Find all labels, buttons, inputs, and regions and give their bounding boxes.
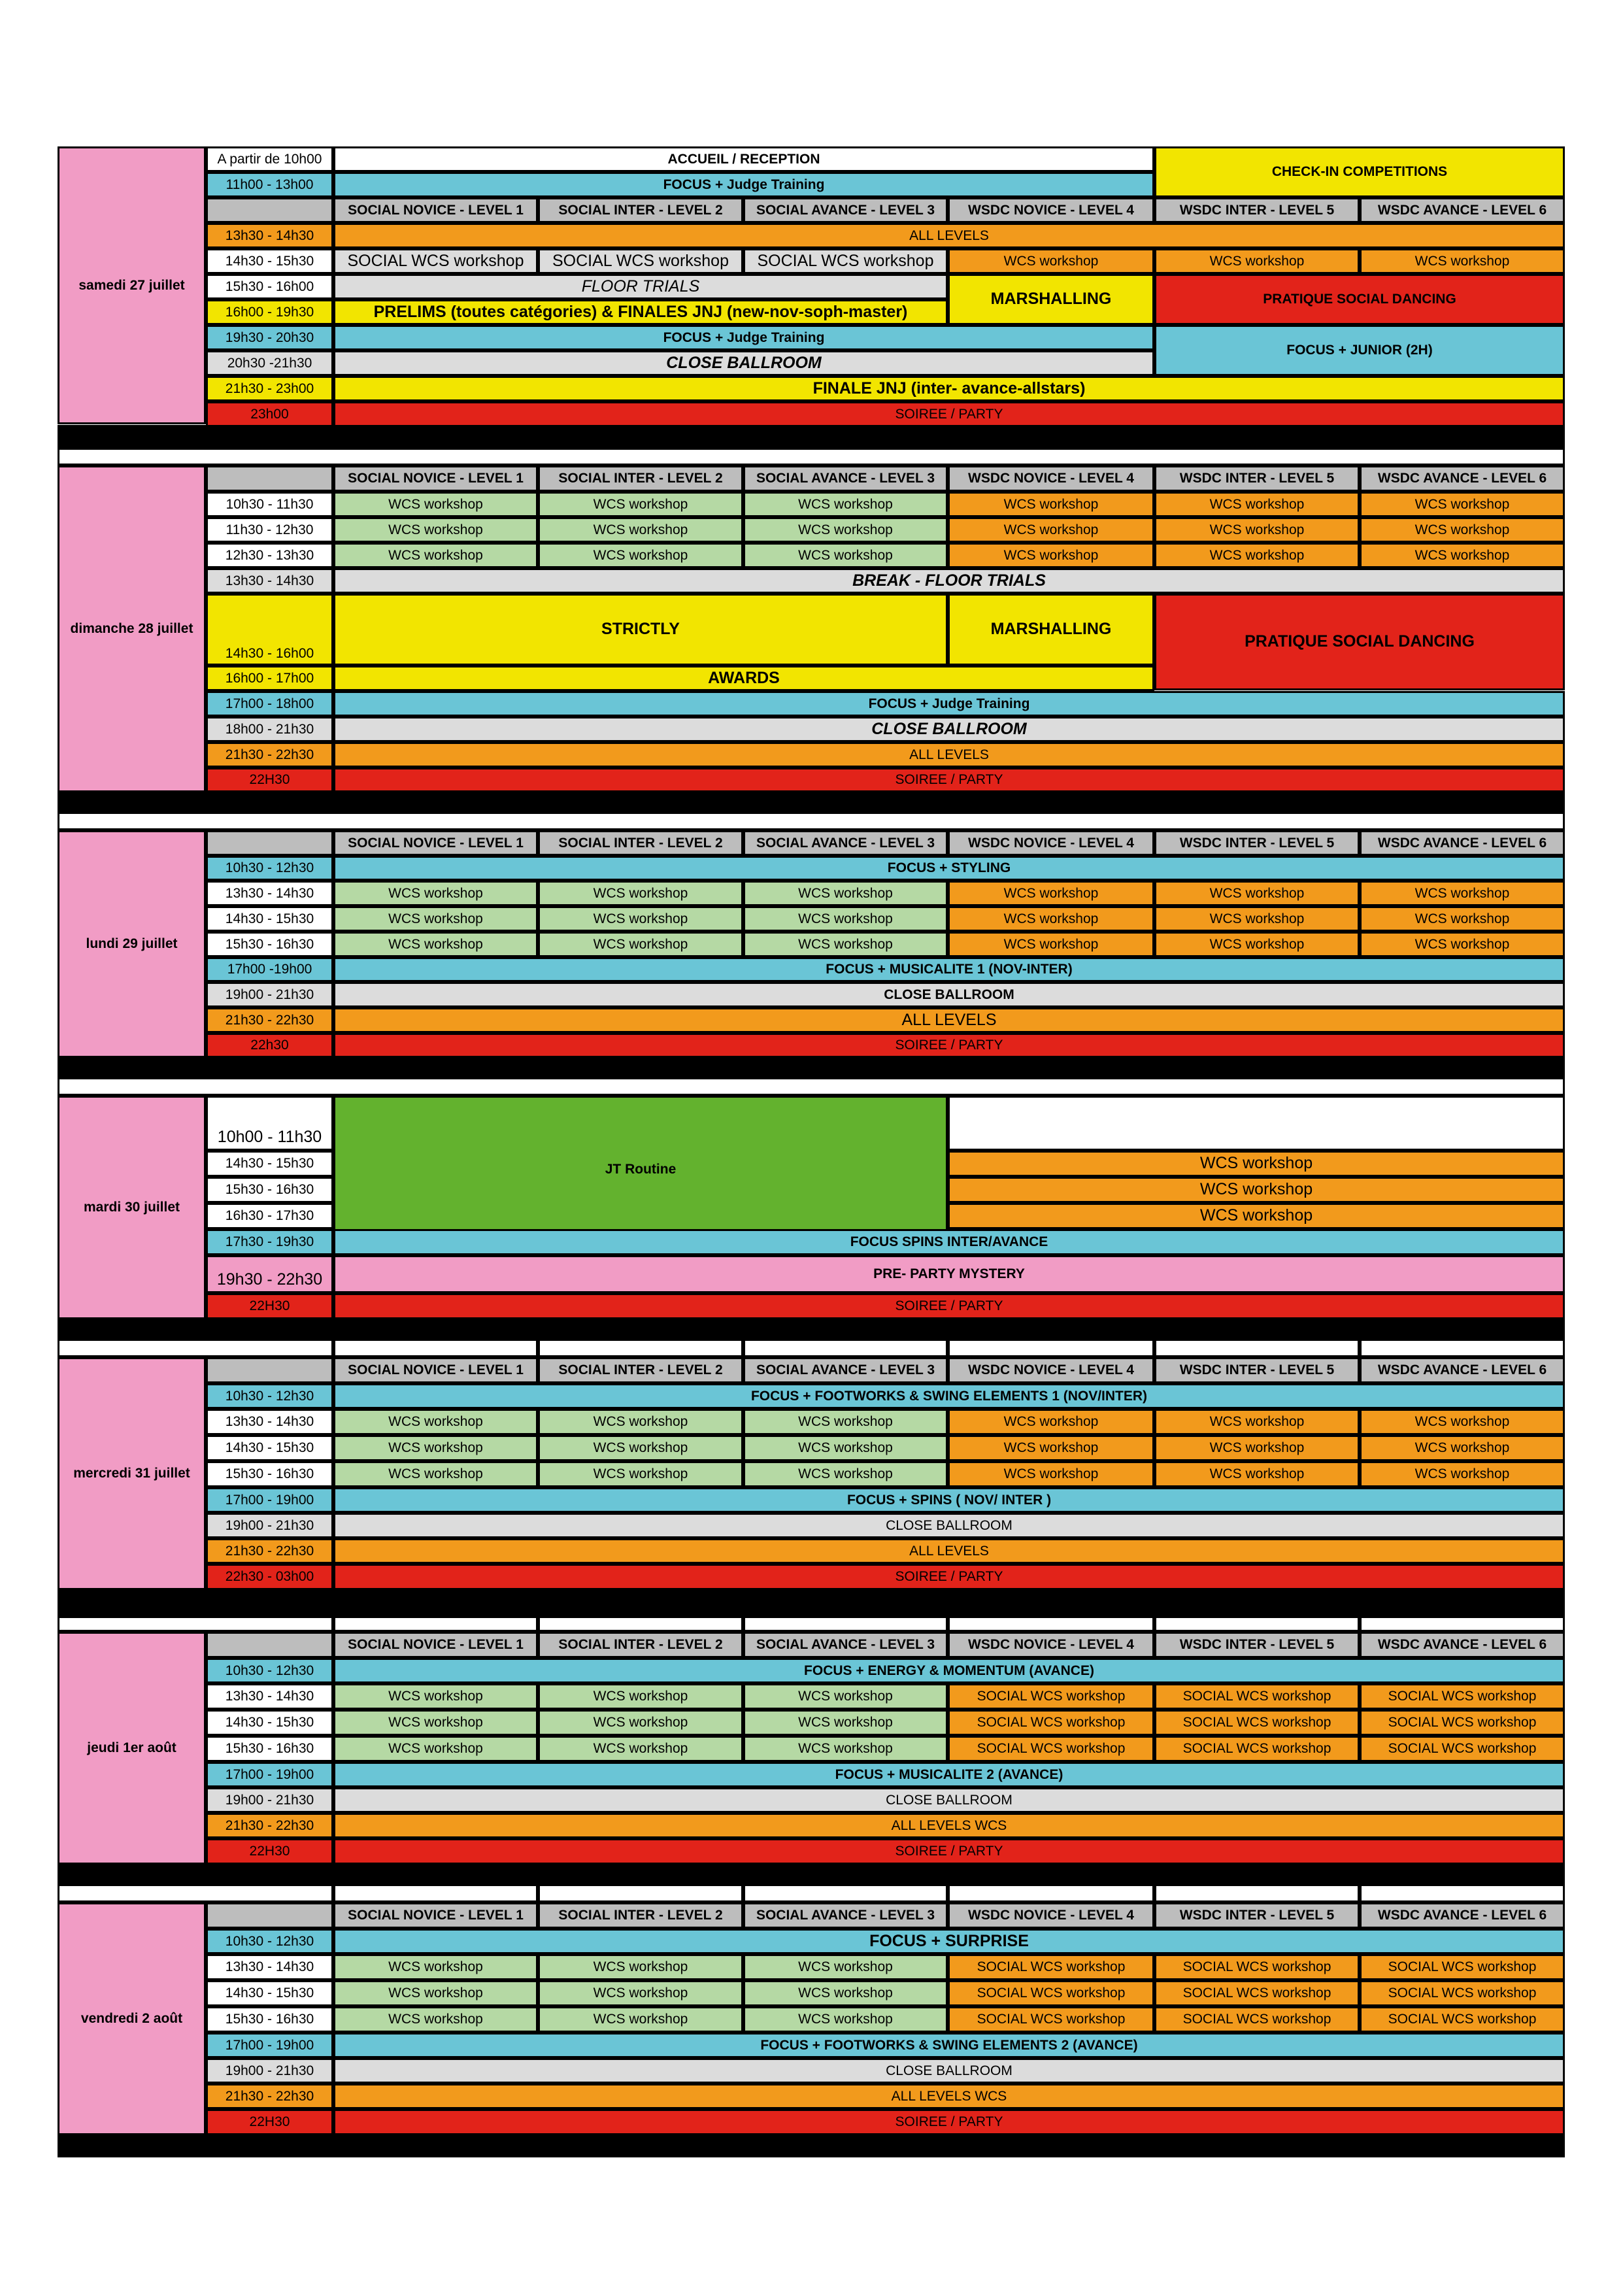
workshop-cell: WCS workshop: [743, 906, 948, 932]
level-header: SOCIAL AVANCE - LEVEL 3: [743, 1357, 948, 1383]
time-cell: 18h00 - 21h30: [206, 717, 333, 742]
workshop-cell: WCS workshop: [333, 1461, 538, 1487]
focus-cell: FOCUS + FOOTWORKS & SWING ELEMENTS 1 (NOV/INTER): [333, 1383, 1565, 1409]
party-cell: SOIREE / PARTY: [333, 768, 1565, 792]
workshop-cell: WCS workshop: [333, 881, 538, 906]
party-cell: SOIREE / PARTY: [333, 1564, 1565, 1590]
workshop-cell: WCS workshop: [1360, 492, 1565, 517]
time-cell: 19h00 - 21h30: [206, 1787, 333, 1813]
time-cell: 10h30 - 12h30: [206, 856, 333, 881]
level-header: SOCIAL NOVICE - LEVEL 1: [333, 1357, 538, 1383]
workshop-cell: SOCIAL WCS workshop: [948, 1710, 1154, 1736]
workshop-cell: SOCIAL WCS workshop: [1154, 2006, 1360, 2033]
focus-cell: FOCUS + Judge Training: [333, 172, 1154, 197]
workshop-cell: WCS workshop: [1360, 1461, 1565, 1487]
close-ballroom-cell: CLOSE BALLROOM: [333, 717, 1565, 742]
workshop-cell: WCS workshop: [743, 932, 948, 957]
workshop-cell: WCS workshop: [743, 492, 948, 517]
blank-cell: [538, 1339, 743, 1357]
level-header: WSDC AVANCE - LEVEL 6: [1360, 1357, 1565, 1383]
workshop-cell: WCS workshop: [333, 1683, 538, 1710]
level-header: SOCIAL INTER - LEVEL 2: [538, 1632, 743, 1658]
workshop-cell: SOCIAL WCS workshop: [333, 248, 538, 274]
level-header: SOCIAL AVANCE - LEVEL 3: [743, 197, 948, 223]
workshop-cell: WCS workshop: [1154, 932, 1360, 957]
workshop-cell: SOCIAL WCS workshop: [948, 1954, 1154, 1980]
workshop-cell: WCS workshop: [743, 1435, 948, 1461]
level-header: SOCIAL NOVICE - LEVEL 1: [333, 830, 538, 856]
level-header: WSDC AVANCE - LEVEL 6: [1360, 465, 1565, 492]
workshop-cell: WCS workshop: [743, 2006, 948, 2033]
day-label: mardi 30 juillet: [58, 1096, 206, 1319]
focus-cell: FOCUS + FOOTWORKS & SWING ELEMENTS 2 (AVANCE): [333, 2033, 1565, 2058]
workshop-cell: WCS workshop: [333, 543, 538, 568]
workshop-cell: WCS workshop: [948, 1177, 1565, 1203]
time-cell: 22H30: [206, 768, 333, 792]
workshop-cell: WCS workshop: [1154, 1461, 1360, 1487]
workshop-cell: SOCIAL WCS workshop: [1154, 1683, 1360, 1710]
time-cell: 10h30 - 12h30: [206, 1658, 333, 1683]
workshop-cell: WCS workshop: [333, 906, 538, 932]
level-header: WSDC AVANCE - LEVEL 6: [1360, 1902, 1565, 1929]
day-separator: [58, 425, 1565, 448]
day-separator: [58, 791, 1565, 812]
blank-cell: [948, 1884, 1154, 1902]
time-cell: 21h30 - 22h30: [206, 1007, 333, 1033]
workshop-cell: WCS workshop: [743, 1409, 948, 1435]
workshop-cell: SOCIAL WCS workshop: [1360, 1683, 1565, 1710]
workshop-cell: WCS workshop: [538, 1710, 743, 1736]
workshop-cell: WCS workshop: [538, 906, 743, 932]
awards-cell: AWARDS: [333, 666, 1154, 691]
time-cell: 15h30 - 16h30: [206, 1736, 333, 1762]
workshop-cell: WCS workshop: [1360, 1435, 1565, 1461]
all-levels-cell: ALL LEVELS: [333, 223, 1565, 248]
time-cell: 10h30 - 12h30: [206, 1383, 333, 1409]
day-separator: [58, 1318, 1565, 1339]
time-cell: 12h30 - 13h30: [206, 543, 333, 568]
workshop-cell: WCS workshop: [538, 1435, 743, 1461]
workshop-cell: WCS workshop: [538, 932, 743, 957]
blank-cell: [333, 1884, 538, 1902]
break-cell: BREAK - FLOOR TRIALS: [333, 568, 1565, 594]
time-cell: 15h30 - 16h30: [206, 1177, 333, 1203]
header-blank-cell: [206, 1902, 333, 1929]
workshop-cell: WCS workshop: [1154, 248, 1360, 274]
workshop-cell: SOCIAL WCS workshop: [538, 248, 743, 274]
time-cell: 21h30 - 22h30: [206, 2084, 333, 2109]
party-cell: SOIREE / PARTY: [333, 1033, 1565, 1058]
time-cell: 21h30 - 22h30: [206, 1813, 333, 1838]
level-header: SOCIAL AVANCE - LEVEL 3: [743, 465, 948, 492]
workshop-cell: WCS workshop: [1154, 1409, 1360, 1435]
workshop-cell: WCS workshop: [948, 1203, 1565, 1229]
party-cell: SOIREE / PARTY: [333, 1838, 1565, 1865]
workshop-cell: WCS workshop: [743, 1980, 948, 2006]
workshop-cell: WCS workshop: [538, 543, 743, 568]
all-levels-cell: ALL LEVELS: [333, 1538, 1565, 1564]
level-header: WSDC NOVICE - LEVEL 4: [948, 465, 1154, 492]
blank-cell: [948, 1339, 1154, 1357]
level-header: WSDC AVANCE - LEVEL 6: [1360, 830, 1565, 856]
workshop-cell: SOCIAL WCS workshop: [1360, 1980, 1565, 2006]
header-blank-cell: [206, 830, 333, 856]
blank-cell: [58, 1616, 333, 1632]
workshop-cell: SOCIAL WCS workshop: [743, 248, 948, 274]
time-cell: 16h00 - 17h00: [206, 666, 333, 691]
level-header: WSDC NOVICE - LEVEL 4: [948, 197, 1154, 223]
workshop-cell: WCS workshop: [538, 517, 743, 543]
marshalling-cell: MARSHALLING: [948, 594, 1154, 666]
time-cell: 17h00 - 19h00: [206, 1487, 333, 1513]
level-header: SOCIAL INTER - LEVEL 2: [538, 1902, 743, 1929]
header-blank-cell: [206, 465, 333, 492]
time-cell: 17h00 -19h00: [206, 957, 333, 982]
blank-row: [58, 1077, 1565, 1096]
close-ballroom-cell: CLOSE BALLROOM: [333, 1787, 1565, 1813]
time-cell: 22H30: [206, 1838, 333, 1865]
blank-cell: [1360, 1884, 1565, 1902]
level-header: SOCIAL NOVICE - LEVEL 1: [333, 1902, 538, 1929]
header-blank-cell: [206, 1357, 333, 1383]
workshop-cell: WCS workshop: [333, 1736, 538, 1762]
workshop-cell: WCS workshop: [1154, 1435, 1360, 1461]
level-header: SOCIAL AVANCE - LEVEL 3: [743, 830, 948, 856]
focus-cell: FOCUS + SPINS ( NOV/ INTER ): [333, 1487, 1565, 1513]
workshop-cell: WCS workshop: [743, 1736, 948, 1762]
focus-cell: FOCUS + SURPRISE: [333, 1929, 1565, 1954]
workshop-cell: WCS workshop: [1154, 517, 1360, 543]
workshop-cell: WCS workshop: [1154, 543, 1360, 568]
time-cell: 17h30 - 19h30: [206, 1229, 333, 1255]
header-blank-cell: [206, 1632, 333, 1658]
close-ballroom-cell: CLOSE BALLROOM: [333, 1513, 1565, 1538]
blank-cell: [58, 1339, 333, 1357]
workshop-cell: SOCIAL WCS workshop: [1154, 1980, 1360, 2006]
level-header: WSDC NOVICE - LEVEL 4: [948, 1902, 1154, 1929]
workshop-cell: WCS workshop: [538, 492, 743, 517]
level-header: WSDC INTER - LEVEL 5: [1154, 1632, 1360, 1658]
level-header: SOCIAL INTER - LEVEL 2: [538, 197, 743, 223]
workshop-cell: WCS workshop: [743, 1461, 948, 1487]
day-label: mercredi 31 juillet: [58, 1357, 206, 1590]
time-cell: 14h30 - 15h30: [206, 1980, 333, 2006]
workshop-cell: WCS workshop: [333, 932, 538, 957]
jt-routine-cell: JT Routine: [333, 1096, 948, 1243]
marshalling-cell: MARSHALLING: [948, 274, 1154, 325]
blank-cell: [743, 1616, 948, 1632]
workshop-cell: WCS workshop: [948, 932, 1154, 957]
all-levels-cell: ALL LEVELS WCS: [333, 1813, 1565, 1838]
level-header: SOCIAL NOVICE - LEVEL 1: [333, 1632, 538, 1658]
day-separator: [58, 1056, 1565, 1077]
blank-cell: [948, 1616, 1154, 1632]
workshop-cell: WCS workshop: [743, 543, 948, 568]
blank-cell: [743, 1884, 948, 1902]
time-cell: 16h30 - 17h30: [206, 1203, 333, 1229]
all-levels-cell: ALL LEVELS WCS: [333, 2084, 1565, 2109]
time-cell: 14h30 - 15h30: [206, 248, 333, 274]
workshop-cell: WCS workshop: [1360, 1409, 1565, 1435]
level-header: WSDC NOVICE - LEVEL 4: [948, 1357, 1154, 1383]
workshop-cell: WCS workshop: [948, 906, 1154, 932]
day-label: samedi 27 juillet: [58, 146, 206, 424]
party-cell: SOIREE / PARTY: [333, 401, 1565, 427]
level-header: WSDC INTER - LEVEL 5: [1154, 1357, 1360, 1383]
time-cell: 17h00 - 19h00: [206, 1762, 333, 1787]
blank-cell: [948, 1096, 1565, 1151]
level-header: SOCIAL INTER - LEVEL 2: [538, 1357, 743, 1383]
prelims-cell: PRELIMS (toutes catégories) & FINALES JNJ (new-nov-soph-master): [333, 299, 948, 325]
time-cell: 13h30 - 14h30: [206, 1954, 333, 1980]
workshop-cell: WCS workshop: [333, 1710, 538, 1736]
workshop-cell: SOCIAL WCS workshop: [1360, 1736, 1565, 1762]
day-separator: [58, 1863, 1565, 1884]
level-header: SOCIAL INTER - LEVEL 2: [538, 465, 743, 492]
workshop-cell: WCS workshop: [538, 1409, 743, 1435]
workshop-cell: WCS workshop: [333, 1435, 538, 1461]
time-cell: 13h30 - 14h30: [206, 1683, 333, 1710]
level-header: SOCIAL AVANCE - LEVEL 3: [743, 1632, 948, 1658]
blank-cell: [1154, 1339, 1360, 1357]
focus-cell: FOCUS SPINS INTER/AVANCE: [333, 1229, 1565, 1255]
workshop-cell: SOCIAL WCS workshop: [948, 1683, 1154, 1710]
time-cell: 19h00 - 21h30: [206, 982, 333, 1007]
day-label: lundi 29 juillet: [58, 830, 206, 1058]
workshop-cell: WCS workshop: [538, 1980, 743, 2006]
blank-row: [58, 812, 1565, 830]
workshop-cell: WCS workshop: [948, 1151, 1565, 1177]
checkin-cell: CHECK-IN COMPETITIONS: [1154, 146, 1565, 197]
focus-junior-cell: FOCUS + JUNIOR (2H): [1154, 325, 1565, 376]
workshop-cell: WCS workshop: [948, 881, 1154, 906]
all-levels-cell: ALL LEVELS: [333, 1007, 1565, 1033]
focus-cell: FOCUS + MUSICALITE 2 (AVANCE): [333, 1762, 1565, 1787]
time-cell: [206, 197, 333, 223]
workshop-cell: WCS workshop: [1360, 248, 1565, 274]
time-cell: 15h30 - 16h30: [206, 2006, 333, 2033]
blank-cell: [1154, 1884, 1360, 1902]
workshop-cell: SOCIAL WCS workshop: [1360, 1710, 1565, 1736]
workshop-cell: WCS workshop: [333, 1980, 538, 2006]
day-separator: [58, 2134, 1565, 2157]
pratique-cell: PRATIQUE SOCIAL DANCING: [1154, 274, 1565, 325]
party-cell: SOIREE / PARTY: [333, 2109, 1565, 2135]
workshop-cell: WCS workshop: [948, 517, 1154, 543]
level-header: SOCIAL NOVICE - LEVEL 1: [333, 465, 538, 492]
level-header: SOCIAL AVANCE - LEVEL 3: [743, 1902, 948, 1929]
workshop-cell: WCS workshop: [538, 881, 743, 906]
workshop-cell: WCS workshop: [1360, 906, 1565, 932]
preparty-cell: PRE- PARTY MYSTERY: [333, 1255, 1565, 1293]
level-header: WSDC AVANCE - LEVEL 6: [1360, 197, 1565, 223]
workshop-cell: SOCIAL WCS workshop: [1154, 1736, 1360, 1762]
workshop-cell: WCS workshop: [333, 1954, 538, 1980]
time-cell: 14h30 - 16h00: [206, 594, 333, 666]
time-cell: 23h00: [206, 401, 333, 427]
close-ballroom-cell: CLOSE BALLROOM: [333, 2058, 1565, 2084]
time-cell: 15h30 - 16h30: [206, 932, 333, 957]
workshop-cell: WCS workshop: [743, 881, 948, 906]
level-header: WSDC INTER - LEVEL 5: [1154, 197, 1360, 223]
workshop-cell: WCS workshop: [538, 1954, 743, 1980]
blank-cell: [333, 1616, 538, 1632]
workshop-cell: WCS workshop: [333, 2006, 538, 2033]
blank-cell: [1154, 1616, 1360, 1632]
focus-cell: FOCUS + STYLING: [333, 856, 1565, 881]
time-cell: 17h00 - 18h00: [206, 691, 333, 717]
level-header: WSDC INTER - LEVEL 5: [1154, 830, 1360, 856]
time-cell: 14h30 - 15h30: [206, 1710, 333, 1736]
day-label: dimanche 28 juillet: [58, 465, 206, 792]
finale-cell: FINALE JNJ (inter- avance-allstars): [333, 376, 1565, 401]
time-cell: 22H30: [206, 1293, 333, 1319]
workshop-cell: WCS workshop: [333, 1409, 538, 1435]
time-cell: 22h30 - 03h00: [206, 1564, 333, 1590]
workshop-cell: SOCIAL WCS workshop: [1154, 1710, 1360, 1736]
level-header: WSDC INTER - LEVEL 5: [1154, 465, 1360, 492]
blank-cell: [743, 1339, 948, 1357]
time-cell: 19h00 - 21h30: [206, 2058, 333, 2084]
pratique-cell: PRATIQUE SOCIAL DANCING: [1154, 594, 1565, 690]
focus-cell: FOCUS + ENERGY & MOMENTUM (AVANCE): [333, 1658, 1565, 1683]
workshop-cell: WCS workshop: [743, 1710, 948, 1736]
focus-cell: FOCUS + Judge Training: [333, 325, 1154, 350]
workshop-cell: SOCIAL WCS workshop: [1360, 2006, 1565, 2033]
time-cell: 19h30 - 22h30: [206, 1255, 333, 1293]
time-cell: 14h30 - 15h30: [206, 1435, 333, 1461]
level-header: SOCIAL NOVICE - LEVEL 1: [333, 197, 538, 223]
time-cell: 17h00 - 19h00: [206, 2033, 333, 2058]
time-cell: 19h00 - 21h30: [206, 1513, 333, 1538]
time-cell: 21h30 - 22h30: [206, 1538, 333, 1564]
time-cell: 22H30: [206, 2109, 333, 2135]
close-ballroom-cell: CLOSE BALLROOM: [333, 350, 1154, 376]
workshop-cell: WCS workshop: [948, 492, 1154, 517]
all-levels-cell: ALL LEVELS: [333, 742, 1565, 768]
day-label: jeudi 1er août: [58, 1632, 206, 1865]
workshop-cell: WCS workshop: [948, 1409, 1154, 1435]
floor-trials-cell: FLOOR TRIALS: [333, 274, 948, 299]
level-header: WSDC NOVICE - LEVEL 4: [948, 830, 1154, 856]
workshop-cell: SOCIAL WCS workshop: [948, 1736, 1154, 1762]
focus-cell: FOCUS + Judge Training: [333, 691, 1565, 717]
workshop-cell: WCS workshop: [948, 543, 1154, 568]
time-cell: 22h30: [206, 1033, 333, 1058]
level-header: WSDC AVANCE - LEVEL 6: [1360, 1632, 1565, 1658]
time-cell: 13h30 - 14h30: [206, 1409, 333, 1435]
workshop-cell: WCS workshop: [948, 1461, 1154, 1487]
focus-cell: FOCUS + MUSICALITE 1 (NOV-INTER): [333, 957, 1565, 982]
level-header: WSDC NOVICE - LEVEL 4: [948, 1632, 1154, 1658]
blank-cell: [58, 1884, 333, 1902]
workshop-cell: WCS workshop: [948, 1435, 1154, 1461]
time-cell: 13h30 - 14h30: [206, 223, 333, 248]
level-header: WSDC INTER - LEVEL 5: [1154, 1902, 1360, 1929]
blank-row: [58, 448, 1565, 465]
blank-cell: [333, 1339, 538, 1357]
workshop-cell: WCS workshop: [1154, 492, 1360, 517]
workshop-cell: SOCIAL WCS workshop: [948, 2006, 1154, 2033]
time-cell: 21h30 - 23h00: [206, 376, 333, 401]
workshop-cell: WCS workshop: [1360, 543, 1565, 568]
close-ballroom-cell: CLOSE BALLROOM: [333, 982, 1565, 1007]
workshop-cell: WCS workshop: [743, 517, 948, 543]
workshop-cell: WCS workshop: [1360, 517, 1565, 543]
day-label: vendredi 2 août: [58, 1902, 206, 2135]
strictly-cell: STRICTLY: [333, 594, 948, 666]
workshop-cell: SOCIAL WCS workshop: [1154, 1954, 1360, 1980]
workshop-cell: WCS workshop: [743, 1683, 948, 1710]
time-cell: 21h30 - 22h30: [206, 742, 333, 768]
workshop-cell: WCS workshop: [333, 517, 538, 543]
workshop-cell: WCS workshop: [1154, 881, 1360, 906]
workshop-cell: SOCIAL WCS workshop: [948, 1980, 1154, 2006]
workshop-cell: WCS workshop: [1360, 881, 1565, 906]
time-cell: 14h30 - 15h30: [206, 1151, 333, 1177]
workshop-cell: WCS workshop: [333, 492, 538, 517]
time-cell: 19h30 - 20h30: [206, 325, 333, 350]
workshop-cell: WCS workshop: [743, 1954, 948, 1980]
workshop-cell: WCS workshop: [538, 2006, 743, 2033]
time-cell: 16h00 - 19h30: [206, 299, 333, 325]
time-cell: 13h30 - 14h30: [206, 881, 333, 906]
accueil-cell: ACCUEIL / RECEPTION: [333, 146, 1154, 172]
workshop-cell: WCS workshop: [538, 1683, 743, 1710]
time-cell: 14h30 - 15h30: [206, 906, 333, 932]
party-cell: SOIREE / PARTY: [333, 1293, 1565, 1319]
time-cell: 11h00 - 13h00: [206, 172, 333, 197]
time-cell: 13h30 - 14h30: [206, 568, 333, 594]
time-cell: 15h30 - 16h00: [206, 274, 333, 299]
workshop-cell: WCS workshop: [538, 1736, 743, 1762]
time-cell: 15h30 - 16h30: [206, 1461, 333, 1487]
blank-cell: [1360, 1339, 1565, 1357]
time-cell: 20h30 -21h30: [206, 350, 333, 376]
time-cell: 10h00 - 11h30: [206, 1096, 333, 1151]
workshop-cell: WCS workshop: [1154, 906, 1360, 932]
day-separator: [58, 1589, 1565, 1616]
level-header: SOCIAL INTER - LEVEL 2: [538, 830, 743, 856]
blank-cell: [538, 1884, 743, 1902]
workshop-cell: SOCIAL WCS workshop: [1360, 1954, 1565, 1980]
time-cell: 11h30 - 12h30: [206, 517, 333, 543]
time-cell: 10h30 - 12h30: [206, 1929, 333, 1954]
time-cell: 10h30 - 11h30: [206, 492, 333, 517]
workshop-cell: WCS workshop: [538, 1461, 743, 1487]
workshop-cell: WCS workshop: [1360, 932, 1565, 957]
time-cell: A partir de 10h00: [206, 146, 333, 172]
blank-cell: [538, 1616, 743, 1632]
blank-cell: [1360, 1616, 1565, 1632]
workshop-cell: WCS workshop: [948, 248, 1154, 274]
